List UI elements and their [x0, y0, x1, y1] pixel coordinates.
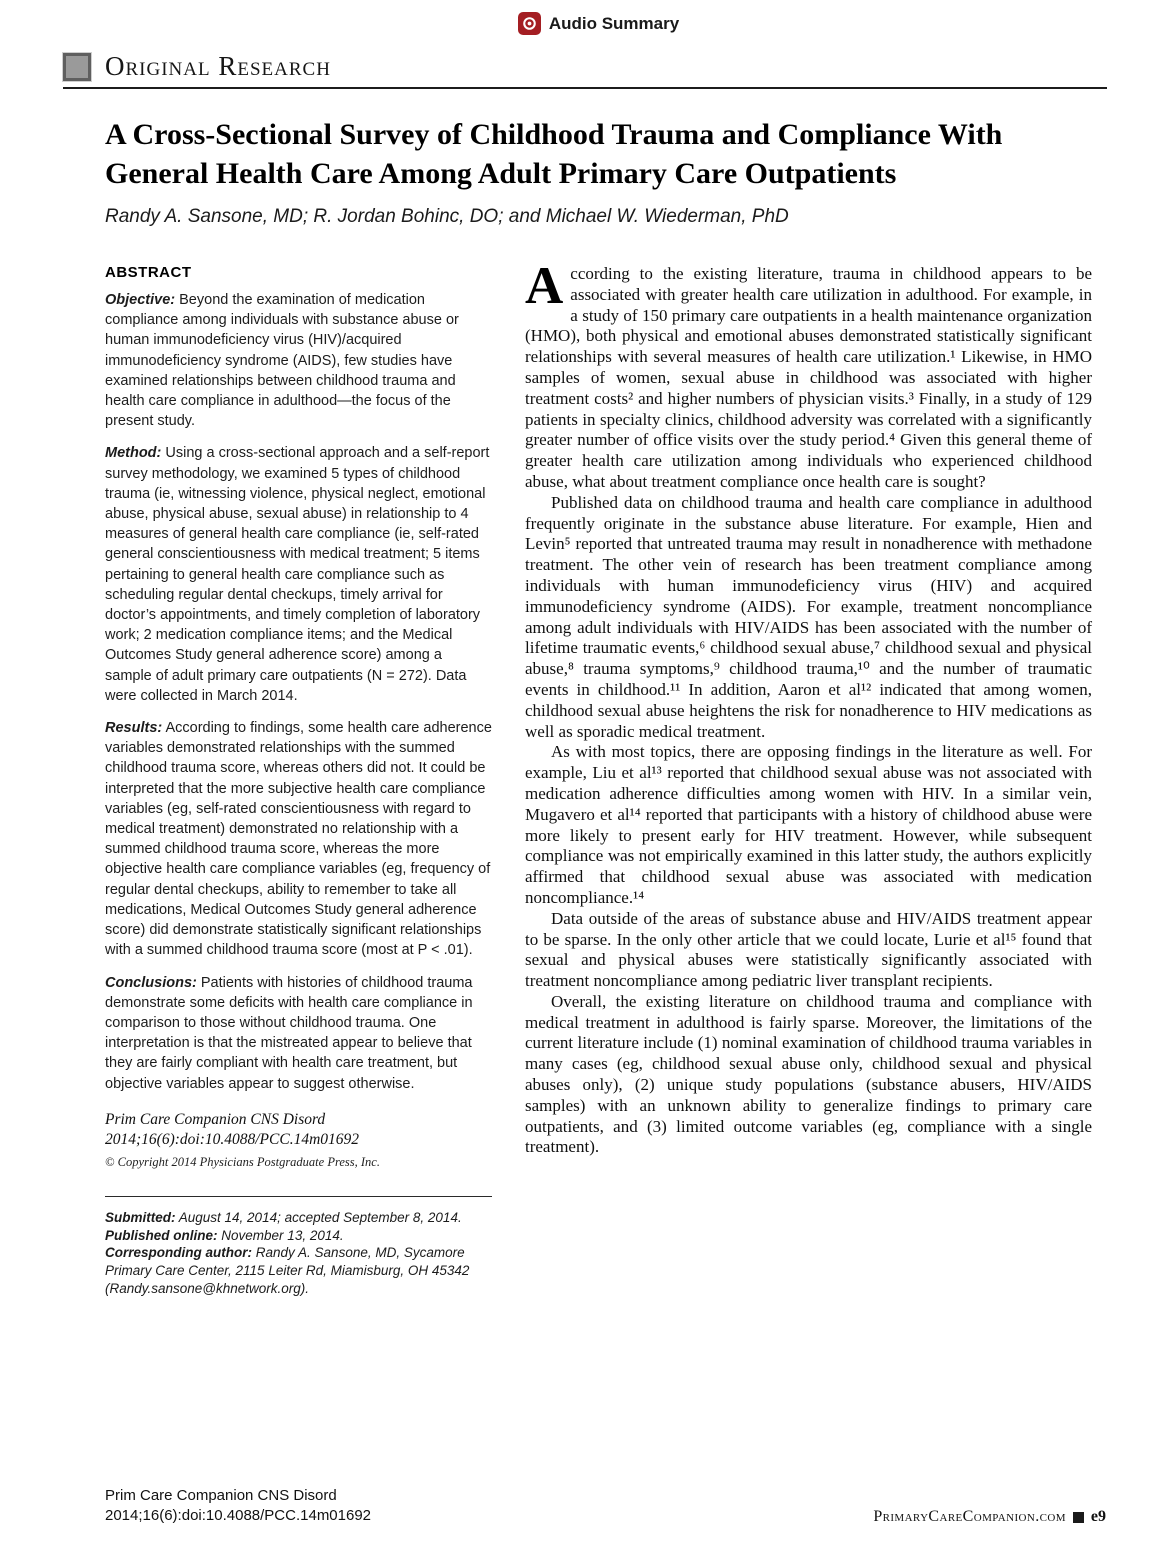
copyright-notice: © Copyright 2014 Physicians Postgraduate Press, Inc. — [105, 1154, 380, 1169]
abstract-method-label: Method: — [105, 445, 162, 462]
abstract-objective-label: Objective: — [105, 292, 176, 308]
abstract-method-text: Using a cross-sectional approach and a self-report survey methodology, we examined 5 types of childhood trauma (ie, witnessing violence, physical neglect, emotional abuse, physical abuse, sexual abuse) in relationship to 4 measures of general health care compliance (ie, self-rated general conscientiousness with medical treatment; 5 items pertaining to general health care compliance such as scheduling regular dental checkups, timely arrival for doctor’s appointments, and timely completion of laboratory work; 2 medication compliance items; and the Medical Outcomes Study general adherence score) among a sample of adult primary care outpatients (N = 272). Data were collected in March 2014. — [105, 445, 490, 704]
published-label: Published online: — [105, 1227, 218, 1243]
abstract-results-label: Results: — [105, 720, 163, 737]
submitted-text: August 14, 2014; accepted September 8, 2014. — [178, 1209, 462, 1225]
footer-page-number: e9 — [1090, 1508, 1106, 1525]
footer-right — [873, 1508, 1106, 1526]
audio-icon — [518, 12, 541, 35]
abstract-conclusions — [105, 973, 492, 1094]
header-rule — [63, 87, 1107, 89]
published-info — [105, 1227, 492, 1245]
article-title: A Cross-Sectional Survey of Childhood Trauma and Compliance With General Health Care Among Adult Primary Care Outpatients — [105, 118, 1003, 190]
section-marker-icon — [63, 53, 91, 81]
article-authors: Randy A. Sansone, MD; R. Jordan Bohinc, DO; and Michael W. Wiederman, PhD — [105, 206, 789, 227]
corresponding-author-label: Corresponding author: — [105, 1245, 252, 1261]
submitted-info — [105, 1209, 492, 1227]
corresponding-author-text: Randy A. Sansone, MD, Sycamore Primary Care Center, 2115 Leiter Rd, Miamisburg, OH 45342 (Randy.sansone@khnetwork.org). — [105, 1245, 470, 1296]
abstract-column — [105, 264, 492, 1298]
page-footer — [105, 1486, 1106, 1526]
abstract-method — [105, 443, 492, 706]
body-column — [525, 257, 1092, 1298]
abstract-heading: ABSTRACT — [105, 264, 192, 281]
footer-citation-line2: 2014;16(6):doi:10.4088/PCC.14m01692 — [105, 1507, 372, 1524]
body-paragraph: Overall, the existing literature on childhood trauma and compliance with medical treatment in adulthood is fairly sparse. Moreover, the limitations of the current literature include (1) nominal examination of childhood trauma variables in many cases (eg, childhood sexual abuse only, childhood sexual and physical abuses only), (2) unique study populations (substance abusers, HIV/AIDS samples) with an unknown ability to generalize findings to primary care outpatients, and (3) limited outcome variables (eg, compliance with a single treatment). — [525, 991, 1092, 1157]
body-paragraph-text: ccording to the existing literature, trauma in childhood appears to be associated with greater health care utilization in adulthood. For example, in a study of 150 primary care outpatients in a health maintenance organization (HMO), both physical and emotional abuses demonstrated statistically significant relationships with several measures of health care utilization.¹ Likewise, in HMO samples of women, sexual abuse in childhood was associated with higher treatment costs² and higher numbers of physician visits.³ Finally, in a study of 129 patients in specialty clinics, childhood adversity was correlated with a significantly greater number of office visits over the study period.⁴ Given this general theme of greater health care utilization among individuals who experienced childhood abuse, what about treatment compliance once health care is sought? — [525, 264, 1092, 491]
audio-summary-label: Audio Summary — [548, 13, 680, 33]
body-paragraph: Published data on childhood trauma and health care compliance in adulthood frequently originate in the substance abuse literature. For example, Hien and Levin⁵ reported that untreated trauma may result in nonadherence with methadone treatment. The other vein of research has been treatment compliance among individuals with human immunodeficiency virus (HIV) and acquired immunodeficiency syndrome (AIDS). For example, treatment noncompliance among adult individuals with HIV/AIDS has been associated with the number of lifetime traumatic events,⁶ childhood sexual abuse,⁷ childhood sexual and physical abuse,⁸ trauma symptoms,⁹ childhood trauma,¹⁰ and the number of traumatic events in childhood.¹¹ In addition, Aaron et al¹² indicated that among women, childhood sexual abuse heightens the risk for nonadherence to HIV medications as well as sporadic medical treatment. — [525, 492, 1092, 741]
body-paragraph: Data outside of the areas of substance abuse and HIV/AIDS treatment appear to be sparse. In the only other article that we could locate, Lurie et al¹⁵ found that sexual and physical abuses were statistically significantly associated with treatment noncompliance among pediatric liver transplant recipients. — [525, 908, 1092, 991]
section-title: Original Research — [105, 51, 331, 81]
submitted-label: Submitted: — [105, 1209, 176, 1225]
abstract-objective — [105, 290, 492, 431]
footer-site-url: PrimaryCareCompanion.com — [873, 1508, 1066, 1525]
footer-square-icon — [1073, 1512, 1084, 1523]
abstract-results — [105, 718, 492, 960]
body-paragraph: As with most topics, there are opposing findings in the literature as well. For example, Liu et al¹³ reported that childhood sexual abuse was not associated with medication adherence difficulties among women with HIV. In a similar vein, Mugavero et al¹⁴ reported that participants with a history of childhood abuse were more likely to present early for HIV treatment. However, while subsequent compliance was not empirically examined in this latter study, the authors explicitly affirmed that childhood sexual abuse was associated with medication noncompliance.¹⁴ — [525, 742, 1092, 907]
footer-citation-line1: Prim Care Companion CNS Disord — [105, 1487, 337, 1504]
body-paragraph — [525, 257, 1092, 493]
abstract-objective-text: Beyond the examination of medication compliance among individuals with substance abuse or human immunodeficiency virus (HIV)/acquired immunodeficiency syndrome (AIDS), few studies have examined relationships between childhood trauma and health care compliance in adulthood—the focus of the present study. — [105, 292, 459, 430]
footer-citation — [105, 1486, 371, 1526]
abstract-results-text: According to findings, some health care adherence variables demonstrated relationships with the summed childhood trauma score, whereas others did not. It could be interpreted that the more subjective health care compliance variables (eg, self-rated conscientiousness with regard to medical treatment) demonstrated no relationship with a summed childhood trauma score, whereas the more objective health care compliance variables (eg, frequency of regular dental checkups, ability to remember to take all medications, Medical Outcomes Study general adherence score) did demonstrate statistically significant relationships with a summed childhood trauma score (most at P < .01). — [105, 720, 492, 959]
published-text: November 13, 2014. — [221, 1227, 344, 1243]
content-columns — [105, 257, 1092, 1298]
section-header — [63, 51, 1092, 82]
abstract-divider — [105, 1196, 492, 1197]
dropcap: A — [525, 257, 564, 315]
journal-citation: Prim Care Companion CNS Disord 2014;16(6):doi:10.4088/PCC.14m01692 — [105, 1110, 360, 1148]
abstract-conclusions-text: Patients with histories of childhood trauma demonstrate some deficits with health care compliance in comparison to those without childhood trauma. One interpretation is that the mistreated appear to believe that they are fairly compliant with health care treatment, but objective variables appear to suggest otherwise. — [105, 974, 473, 1092]
audio-summary-row — [105, 0, 1092, 35]
corresponding-author-info — [105, 1244, 492, 1297]
audio-summary-button[interactable] — [518, 12, 679, 35]
abstract-conclusions-label: Conclusions: — [105, 974, 197, 991]
